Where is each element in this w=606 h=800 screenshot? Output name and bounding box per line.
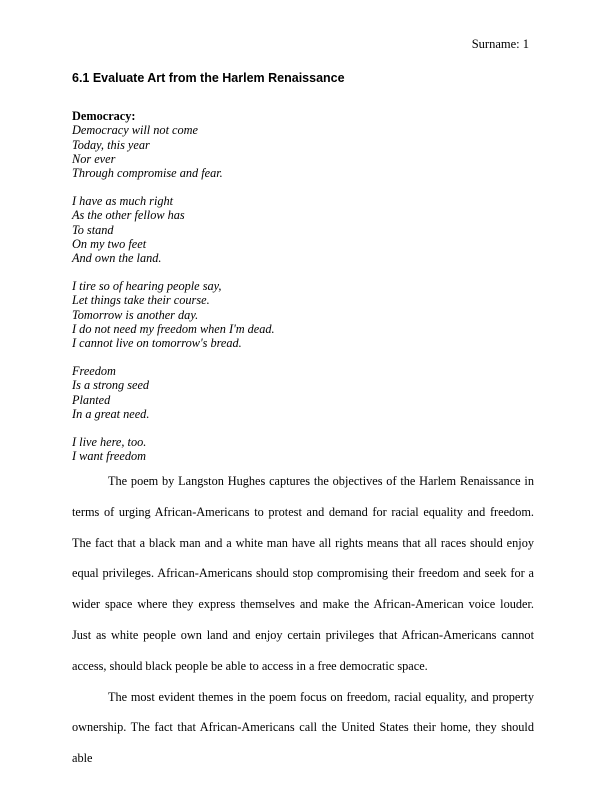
poem-line: Freedom (72, 363, 116, 378)
poem-line: Tomorrow is another day. (72, 307, 199, 322)
poem-title: Democracy: (72, 109, 136, 123)
body-text (72, 466, 534, 774)
poem-line: On my two feet (72, 236, 147, 251)
poem-line: Let things take their course. (72, 293, 210, 308)
poem-line: To stand (72, 222, 114, 237)
poem-line: Today, this year (72, 137, 150, 152)
poem-stanza (72, 364, 532, 421)
poem-stanza (72, 435, 532, 464)
poem-line: As the other fellow has (72, 208, 185, 223)
poem-line: I cannot live on tomorrow's bread. (72, 336, 242, 351)
poem (72, 109, 532, 477)
body-paragraph: The poem by Langston Hughes captures the objectives of the Harlem Renaissance in terms of urging African-Americans to protest and demand for racial equality and freedom. The fact that a black man and a white man have all rights means that all races should enjoy equal privileges. African-Americans should stop compromising their freedom and seek for a wider space where they express themselves and make the African-American voice louder. Just as white people own land and enjoy certain privileges that African-Americans cannot access, should black people be able to access in a free democratic space. (72, 474, 534, 673)
poem-line: Democracy will not come (72, 123, 199, 138)
poem-line: Nor ever (72, 151, 116, 166)
poem-line: I want freedom (72, 448, 146, 463)
poem-stanza (72, 279, 532, 350)
poem-line: Through compromise and fear. (72, 166, 223, 181)
poem-line: I live here, too. (72, 434, 147, 449)
poem-line: I do not need my freedom when I'm dead. (72, 321, 275, 336)
poem-line: Planted (72, 392, 111, 407)
poem-line: I have as much right (72, 193, 174, 208)
poem-stanza (72, 194, 532, 265)
poem-stanza (72, 123, 532, 180)
poem-line: Is a strong seed (72, 378, 150, 393)
body-paragraph: The most evident themes in the poem focus on freedom, racial equality, and property ownership. The fact that African-Americans call the United States their home, they should able (72, 689, 534, 766)
poem-line: In a great need. (72, 406, 150, 421)
poem-line: And own the land. (72, 251, 162, 266)
section-heading: 6.1 Evaluate Art from the Harlem Renaissance (72, 71, 345, 85)
poem-line: I tire so of hearing people say, (72, 278, 222, 293)
running-head: Surname: 1 (471, 37, 529, 51)
